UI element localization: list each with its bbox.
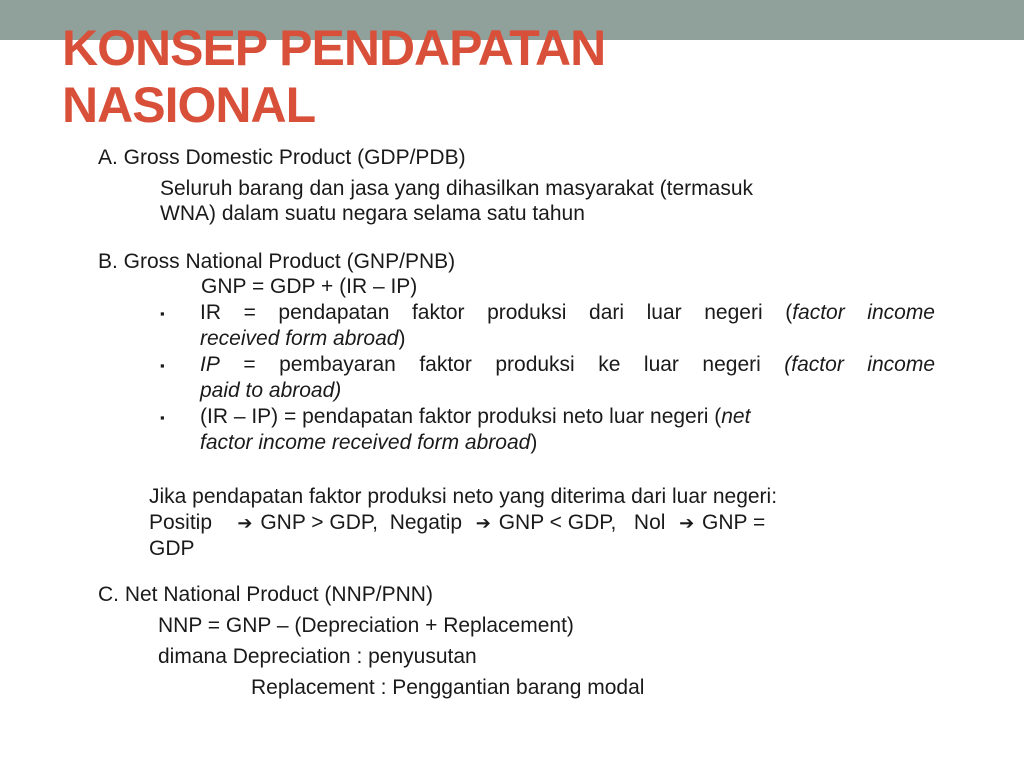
bullet-net xyxy=(200,404,750,456)
bullet-ir-italic-2: received form abroad xyxy=(200,327,399,350)
bullet-ip xyxy=(200,352,935,404)
bullet-ir-line-1 xyxy=(200,300,935,326)
slide-title xyxy=(62,20,605,134)
section-a-desc-line-2: WNA) dalam suatu negara selama satu tahun xyxy=(160,202,585,225)
gnp-formula: GNP = GDP + (IR – IP) xyxy=(201,275,418,298)
note-positip: Positip xyxy=(149,511,213,534)
arrow-right-icon: ➔ xyxy=(237,513,253,533)
bullet-square-icon: ▪ xyxy=(160,358,165,373)
bullet-ir-italic: factor income xyxy=(792,301,935,324)
note-nol: Nol xyxy=(633,511,666,534)
bullet-square-icon: ▪ xyxy=(160,410,165,425)
title-line-1: KONSEP PENDAPATAN xyxy=(62,20,606,76)
bullet-ir xyxy=(200,300,935,352)
bullet-net-close: ) xyxy=(530,431,538,454)
note-line-2 xyxy=(149,510,765,536)
bullet-net-italic-2: factor income received form abroad xyxy=(200,431,531,454)
arrow-right-icon: ➔ xyxy=(475,513,491,533)
note-line-1: Jika pendapatan faktor produksi neto yang diterima dari luar negeri: xyxy=(149,485,778,508)
bullet-square-icon: ▪ xyxy=(160,306,165,321)
bullet-ir-text: IR = pendapatan faktor produksi dari luar negeri ( xyxy=(200,301,793,324)
bullet-ip-line-2 xyxy=(200,379,341,402)
bullet-ir-line-2 xyxy=(200,327,405,350)
note-negatip: Negatip xyxy=(389,511,463,534)
bullet-ir-close: ) xyxy=(398,327,406,350)
note-nol-result: GNP = xyxy=(702,511,766,534)
bullet-ip-italic-3: paid to abroad) xyxy=(200,379,342,402)
note-neg-result: GNP < GDP, xyxy=(498,511,617,534)
note-pos-result: GNP > GDP, xyxy=(260,511,379,534)
bullet-ip-italic-2: (factor income xyxy=(784,353,936,376)
section-c-heading: C. Net National Product (NNP/PNN) xyxy=(98,583,433,606)
bullet-ip-italic: IP xyxy=(200,353,220,376)
title-line-2: NASIONAL xyxy=(62,77,316,133)
section-a-desc-line-1: Seluruh barang dan jasa yang dihasilkan masyarakat (termasuk xyxy=(160,177,753,200)
bullet-ip-line-1 xyxy=(200,352,935,378)
note-line-3: GDP xyxy=(149,537,195,560)
section-a-heading: A. Gross Domestic Product (GDP/PDB) xyxy=(98,146,466,169)
arrow-right-icon: ➔ xyxy=(679,513,695,533)
bullet-net-text: (IR – IP) = pendapatan faktor produksi neto luar negeri ( xyxy=(200,405,722,428)
replacement-line: Replacement : Penggantian barang modal xyxy=(251,676,645,699)
section-b-heading: B. Gross National Product (GNP/PNB) xyxy=(98,250,456,273)
nnp-formula: NNP = GNP – (Depreciation + Replacement) xyxy=(158,614,574,637)
depreciation-line: dimana Depreciation : penyusutan xyxy=(158,645,477,668)
bullet-ip-text: = pembayaran faktor produksi ke luar negeri xyxy=(219,353,785,376)
bullet-net-italic: net xyxy=(721,405,751,428)
